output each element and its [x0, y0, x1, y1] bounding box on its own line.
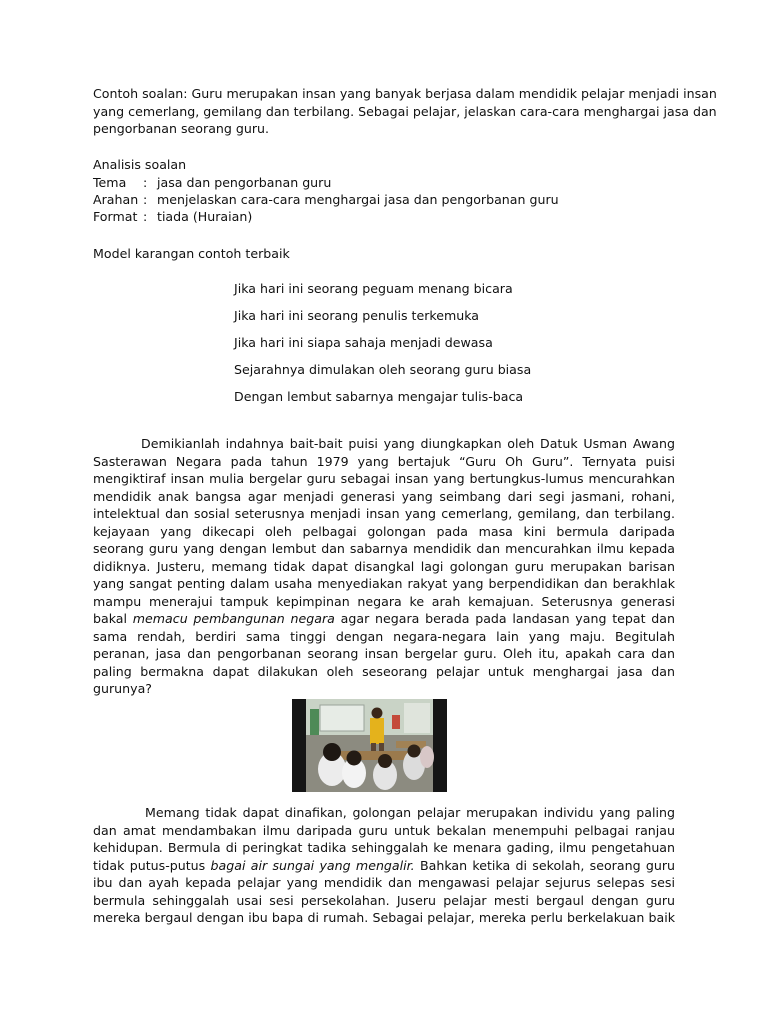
text-line: paling bermakna dapat dilakukan oleh seseorang pelajar untuk menghargai jasa dan: [93, 663, 675, 679]
text-line: kehidupan. Bermula di peringkat tadika sehinggalah ke menara gading, ilmu pengetahuan: [93, 840, 675, 855]
model-heading: Model karangan contoh terbaik: [93, 246, 290, 261]
text-line: [93, 610, 675, 628]
analysis-value: menjelaskan cara-cara menghargai jasa dan pengorbanan guru: [157, 192, 559, 207]
paragraph-1: [93, 435, 675, 698]
poem-line: Jika hari ini seorang peguam menang bicara: [234, 281, 513, 296]
text-line: gurunya?: [93, 681, 152, 696]
analysis-value: jasa dan pengorbanan guru: [157, 175, 332, 190]
text-segment: agar negara berada pada landasan yang tepat dan: [340, 611, 675, 626]
question-line-3: pengorbanan seorang guru.: [93, 121, 270, 136]
text-line: Memang tidak dapat dinafikan, golongan pelajar merupakan individu yang paling: [145, 805, 675, 820]
text-line: kejayaan yang dikecapi oleh pelbagai golongan pada masa kini bermula daripada: [93, 523, 675, 539]
text-line: peranan, jasa dan pengorbanan seorang insan bergelar guru. Oleh itu, apakah cara dan: [93, 646, 675, 661]
text-line: mampu menerajui tampuk kepimpinan negara ke arah kemajuan. Seterusnya generasi: [93, 593, 675, 609]
text-line: didiknya. Justeru, memang tidak dapat disangkal lagi golongan guru merupakan barisan: [93, 558, 675, 574]
analysis-label: Tema: [93, 175, 127, 190]
analysis-separator: :: [143, 192, 148, 207]
analysis-separator: :: [143, 209, 148, 224]
classroom-photo: [292, 699, 447, 792]
text-line: dan amat mendambakan ilmu daripada guru untuk bekalan menempuhi pelbagai ranjau: [93, 822, 675, 838]
text-line: yang sangat penting dalam usaha menyediakan rakyat yang berpendidikan dan berakhlak: [93, 576, 675, 591]
paragraph-2: [93, 804, 675, 927]
analysis-label: Arahan: [93, 192, 139, 207]
italic-phrase: memacu pembangunan negara: [132, 611, 335, 626]
analysis-value: tiada (Huraian): [157, 209, 253, 224]
poem-line: Sejarahnya dimulakan oleh seorang guru biasa: [234, 362, 532, 377]
analysis-row-format: [93, 208, 252, 226]
analysis-separator: :: [143, 175, 148, 190]
text-segment: tidak putus-putus: [93, 857, 211, 873]
poem-line: Dengan lembut sabarnya mengajar tulis-baca: [234, 389, 524, 404]
analysis-row-tema: [93, 174, 331, 192]
text-line: [93, 857, 675, 875]
analysis-row-arahan: [93, 191, 559, 209]
question-line-2: yang cemerlang, gemilang dan terbilang. Sebagai pelajar, jelaskan cara-cara menghargai jasa dan: [93, 104, 717, 119]
analysis-label: Format: [93, 209, 138, 224]
analysis-heading: Analisis soalan: [93, 157, 187, 172]
classroom-illustration: [292, 699, 447, 792]
text-line: mendidik anak bangsa agar menjadi generasi yang seimbang dari segi jasmani, rohani,: [93, 488, 675, 504]
text-line: bermula sehinggalah usai sesi persekolahan. Juseru pelajar mesti bergaul dengan guru: [93, 892, 675, 908]
text-line: sama rendah, berdiri sama tinggi dengan negara-negara lain yang maju. Begitulah: [93, 628, 675, 644]
text-line: seorang guru yang dengan lembut dan sabarnya mendidik dan mencurahkan ilmu kepada: [93, 541, 675, 556]
question-line-1: Contoh soalan: Guru merupakan insan yang banyak berjasa dalam mendidik pelajar menjadi insan: [93, 86, 717, 101]
poem-line: Jika hari ini seorang penulis terkemuka: [234, 308, 480, 323]
text-line: Demikianlah indahnya bait-bait puisi yang diungkapkan oleh Datuk Usman Awang: [141, 436, 675, 451]
text-line: mengiktiraf insan mulia bergelar guru sebagai insan yang bertungkus-lumus mencurahkan: [93, 471, 675, 486]
text-line: ibu dan ayah kepada pelajar yang mendidik dan mengawasi pelajar sejurus selepas sesi: [93, 875, 675, 890]
text-line: mereka bergaul dengan ibu bapa di rumah. Sebagai pelajar, mereka perlu berkelakuan baik: [93, 910, 675, 925]
text-line: intelektual dan sosial seterusnya menjadi insan yang cemerlang, gemilang, dan terbilang.: [93, 506, 675, 521]
text-segment: Bahkan ketika di sekolah, seorang guru: [419, 857, 675, 873]
text-segment: bakal: [93, 611, 133, 626]
italic-phrase: bagai air sungai yang mengalir.: [210, 857, 415, 873]
text-line: Sasterawan Negara pada tahun 1979 yang bertajuk “Guru Oh Guru”. Ternyata puisi: [93, 453, 675, 469]
poem-line: Jika hari ini siapa sahaja menjadi dewasa: [234, 335, 493, 350]
